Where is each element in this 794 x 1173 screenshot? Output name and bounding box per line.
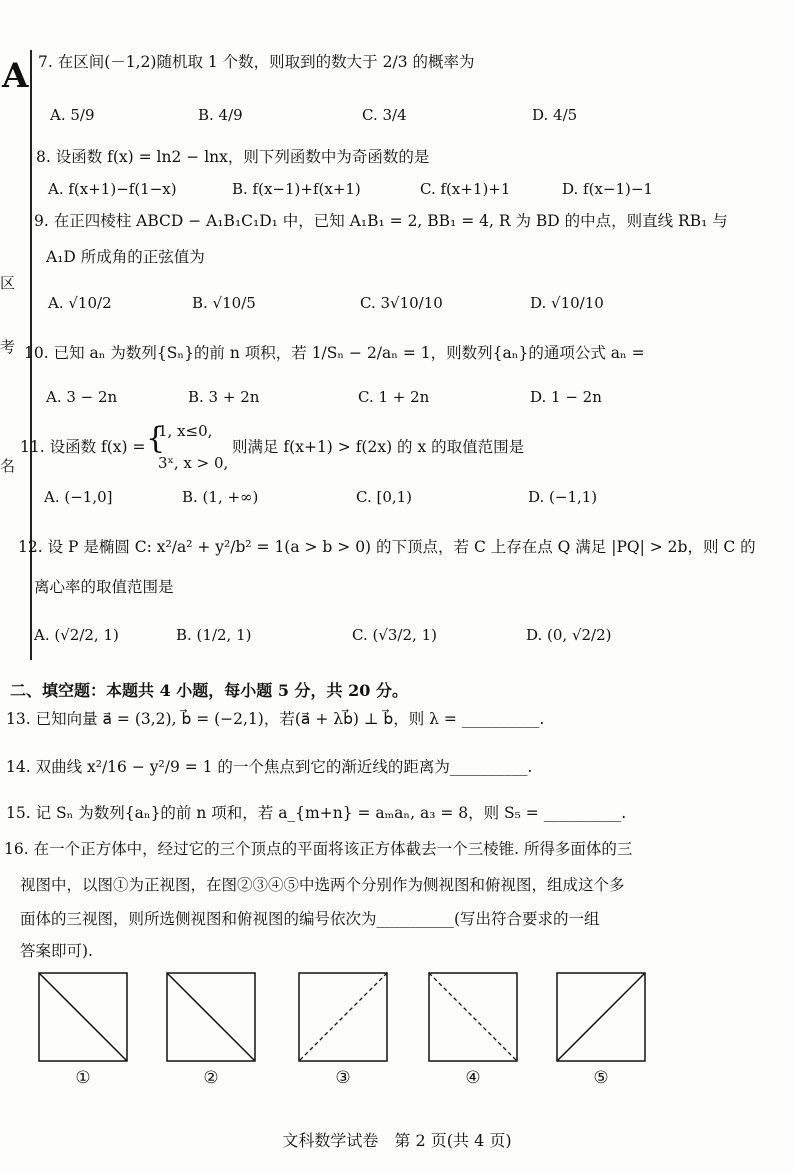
q12-option-a: A. (√2/2, 1) — [34, 626, 119, 644]
question-12-stem-2: 离心率的取值范围是 — [34, 578, 174, 596]
q12-option-b: B. (1/2, 1) — [176, 626, 252, 644]
figure-3-square — [298, 972, 388, 1062]
q9-option-c: C. 3√10/10 — [360, 294, 443, 312]
side-char-1: 区 — [0, 274, 16, 292]
q10-option-d: D. 1 − 2n — [530, 388, 602, 406]
q8-option-b: B. f(x−1)+f(x+1) — [232, 180, 361, 198]
q7-option-a: A. 5/9 — [50, 106, 95, 124]
figure-4-label: ④ — [465, 1068, 481, 1088]
question-16-line-4: 答案即可). — [20, 942, 93, 960]
q10-option-b: B. 3 + 2n — [188, 388, 260, 406]
question-16-line-1: 16. 在一个正方体中，经过它的三个顶点的平面将该正方体截去一个三棱锥. 所得多面体的三 — [4, 840, 633, 858]
q8-option-c: C. f(x+1)+1 — [420, 180, 511, 198]
figure-5-square — [556, 972, 646, 1062]
page-footer: 文科数学试卷 第 2 页(共 4 页) — [282, 1131, 512, 1150]
q10-option-a: A. 3 − 2n — [46, 388, 118, 406]
q7-option-c: C. 3/4 — [362, 106, 407, 124]
figure-1-diagonal — [39, 973, 127, 1061]
figure-1-label: ① — [75, 1068, 91, 1088]
question-9-stem-2: A₁D 所成角的正弦值为 — [46, 248, 205, 266]
question-10-stem: 10. 已知 aₙ 为数列{Sₙ}的前 n 项积，若 1/Sₙ − 2/aₙ = 1，则数列{aₙ}的通项公式 aₙ = — [24, 344, 645, 362]
q11-brace: { — [146, 421, 166, 456]
paper-type-letter: A — [2, 56, 29, 96]
figure-5-label: ⑤ — [593, 1068, 609, 1088]
question-16-line-2: 视图中，以图①为正视图，在图②③④⑤中选两个分别作为侧视图和俯视图，组成这个多 — [20, 876, 625, 894]
figure-1-square — [38, 972, 128, 1062]
q11-option-d: D. (−1,1) — [528, 488, 598, 506]
question-9-stem: 9. 在正四棱柱 ABCD − A₁B₁C₁D₁ 中，已知 A₁B₁ = 2, BB₁ = 4, R 为 BD 的中点，则直线 RB₁ 与 — [34, 212, 728, 230]
side-char-2: 考 — [0, 338, 16, 356]
question-7-stem: 7. 在区间(－1,2)随机取 1 个数，则取到的数大于 2/3 的概率为 — [38, 53, 475, 71]
figure-5-diagonal — [557, 973, 645, 1061]
figure-2-square — [166, 972, 256, 1062]
q11-case-1: 1, x≤0, — [158, 422, 213, 440]
q11-option-c: C. [0,1) — [356, 488, 413, 506]
question-13: 13. 已知向量 a⃗ = (3,2), b⃗ = (−2,1)，若(a⃗ + λb⃗) ⊥ b⃗，则 λ = __________. — [6, 710, 545, 728]
q10-option-c: C. 1 + 2n — [358, 388, 430, 406]
q9-option-b: B. √10/5 — [192, 294, 256, 312]
question-12-stem: 12. 设 P 是椭圆 C: x²/a² + y²/b² = 1(a > b > 0) 的下顶点，若 C 上存在点 Q 满足 |PQ| > 2b，则 C 的 — [18, 538, 756, 556]
question-8-stem: 8. 设函数 f(x) = ln2 − lnx，则下列函数中为奇函数的是 — [36, 148, 430, 166]
q8-option-d: D. f(x−1)−1 — [562, 180, 653, 198]
figure-2-label: ② — [203, 1068, 219, 1088]
figure-3-diagonal — [299, 973, 387, 1061]
q12-option-c: C. (√3/2, 1) — [352, 626, 437, 644]
question-16-line-3: 面体的三视图，则所选侧视图和俯视图的编号依次为__________(写出符合要求的一组 — [20, 910, 600, 928]
figure-3-label: ③ — [335, 1068, 351, 1088]
figure-4-diagonal — [429, 973, 517, 1061]
q7-option-b: B. 4/9 — [198, 106, 243, 124]
q12-option-d: D. (0, √2/2) — [526, 626, 612, 644]
question-11-pre: 11. 设函数 f(x) = — [20, 438, 146, 456]
side-char-3: 名 — [0, 457, 16, 475]
q7-option-d: D. 4/5 — [532, 106, 578, 124]
q11-option-a: A. (−1,0] — [44, 488, 113, 506]
q11-case-2: 3ˣ, x > 0, — [158, 454, 229, 472]
question-11-post: 则满足 f(x+1) > f(2x) 的 x 的取值范围是 — [232, 438, 525, 456]
question-15: 15. 记 Sₙ 为数列{aₙ}的前 n 项和，若 a_{m+n} = aₘaₙ, a₃ = 8，则 S₅ = __________. — [6, 804, 627, 822]
figure-4-square — [428, 972, 518, 1062]
figure-2-diagonal — [167, 973, 255, 1061]
section-2-heading: 二、填空题：本题共 4 小题，每小题 5 分，共 20 分。 — [10, 681, 408, 700]
q9-option-a: A. √10/2 — [48, 294, 112, 312]
question-14: 14. 双曲线 x²/16 − y²/9 = 1 的一个焦点到它的渐近线的距离为__________. — [6, 758, 533, 776]
q11-option-b: B. (1, +∞) — [182, 488, 259, 506]
q8-option-a: A. f(x+1)−f(1−x) — [48, 180, 177, 198]
q9-option-d: D. √10/10 — [530, 294, 604, 312]
